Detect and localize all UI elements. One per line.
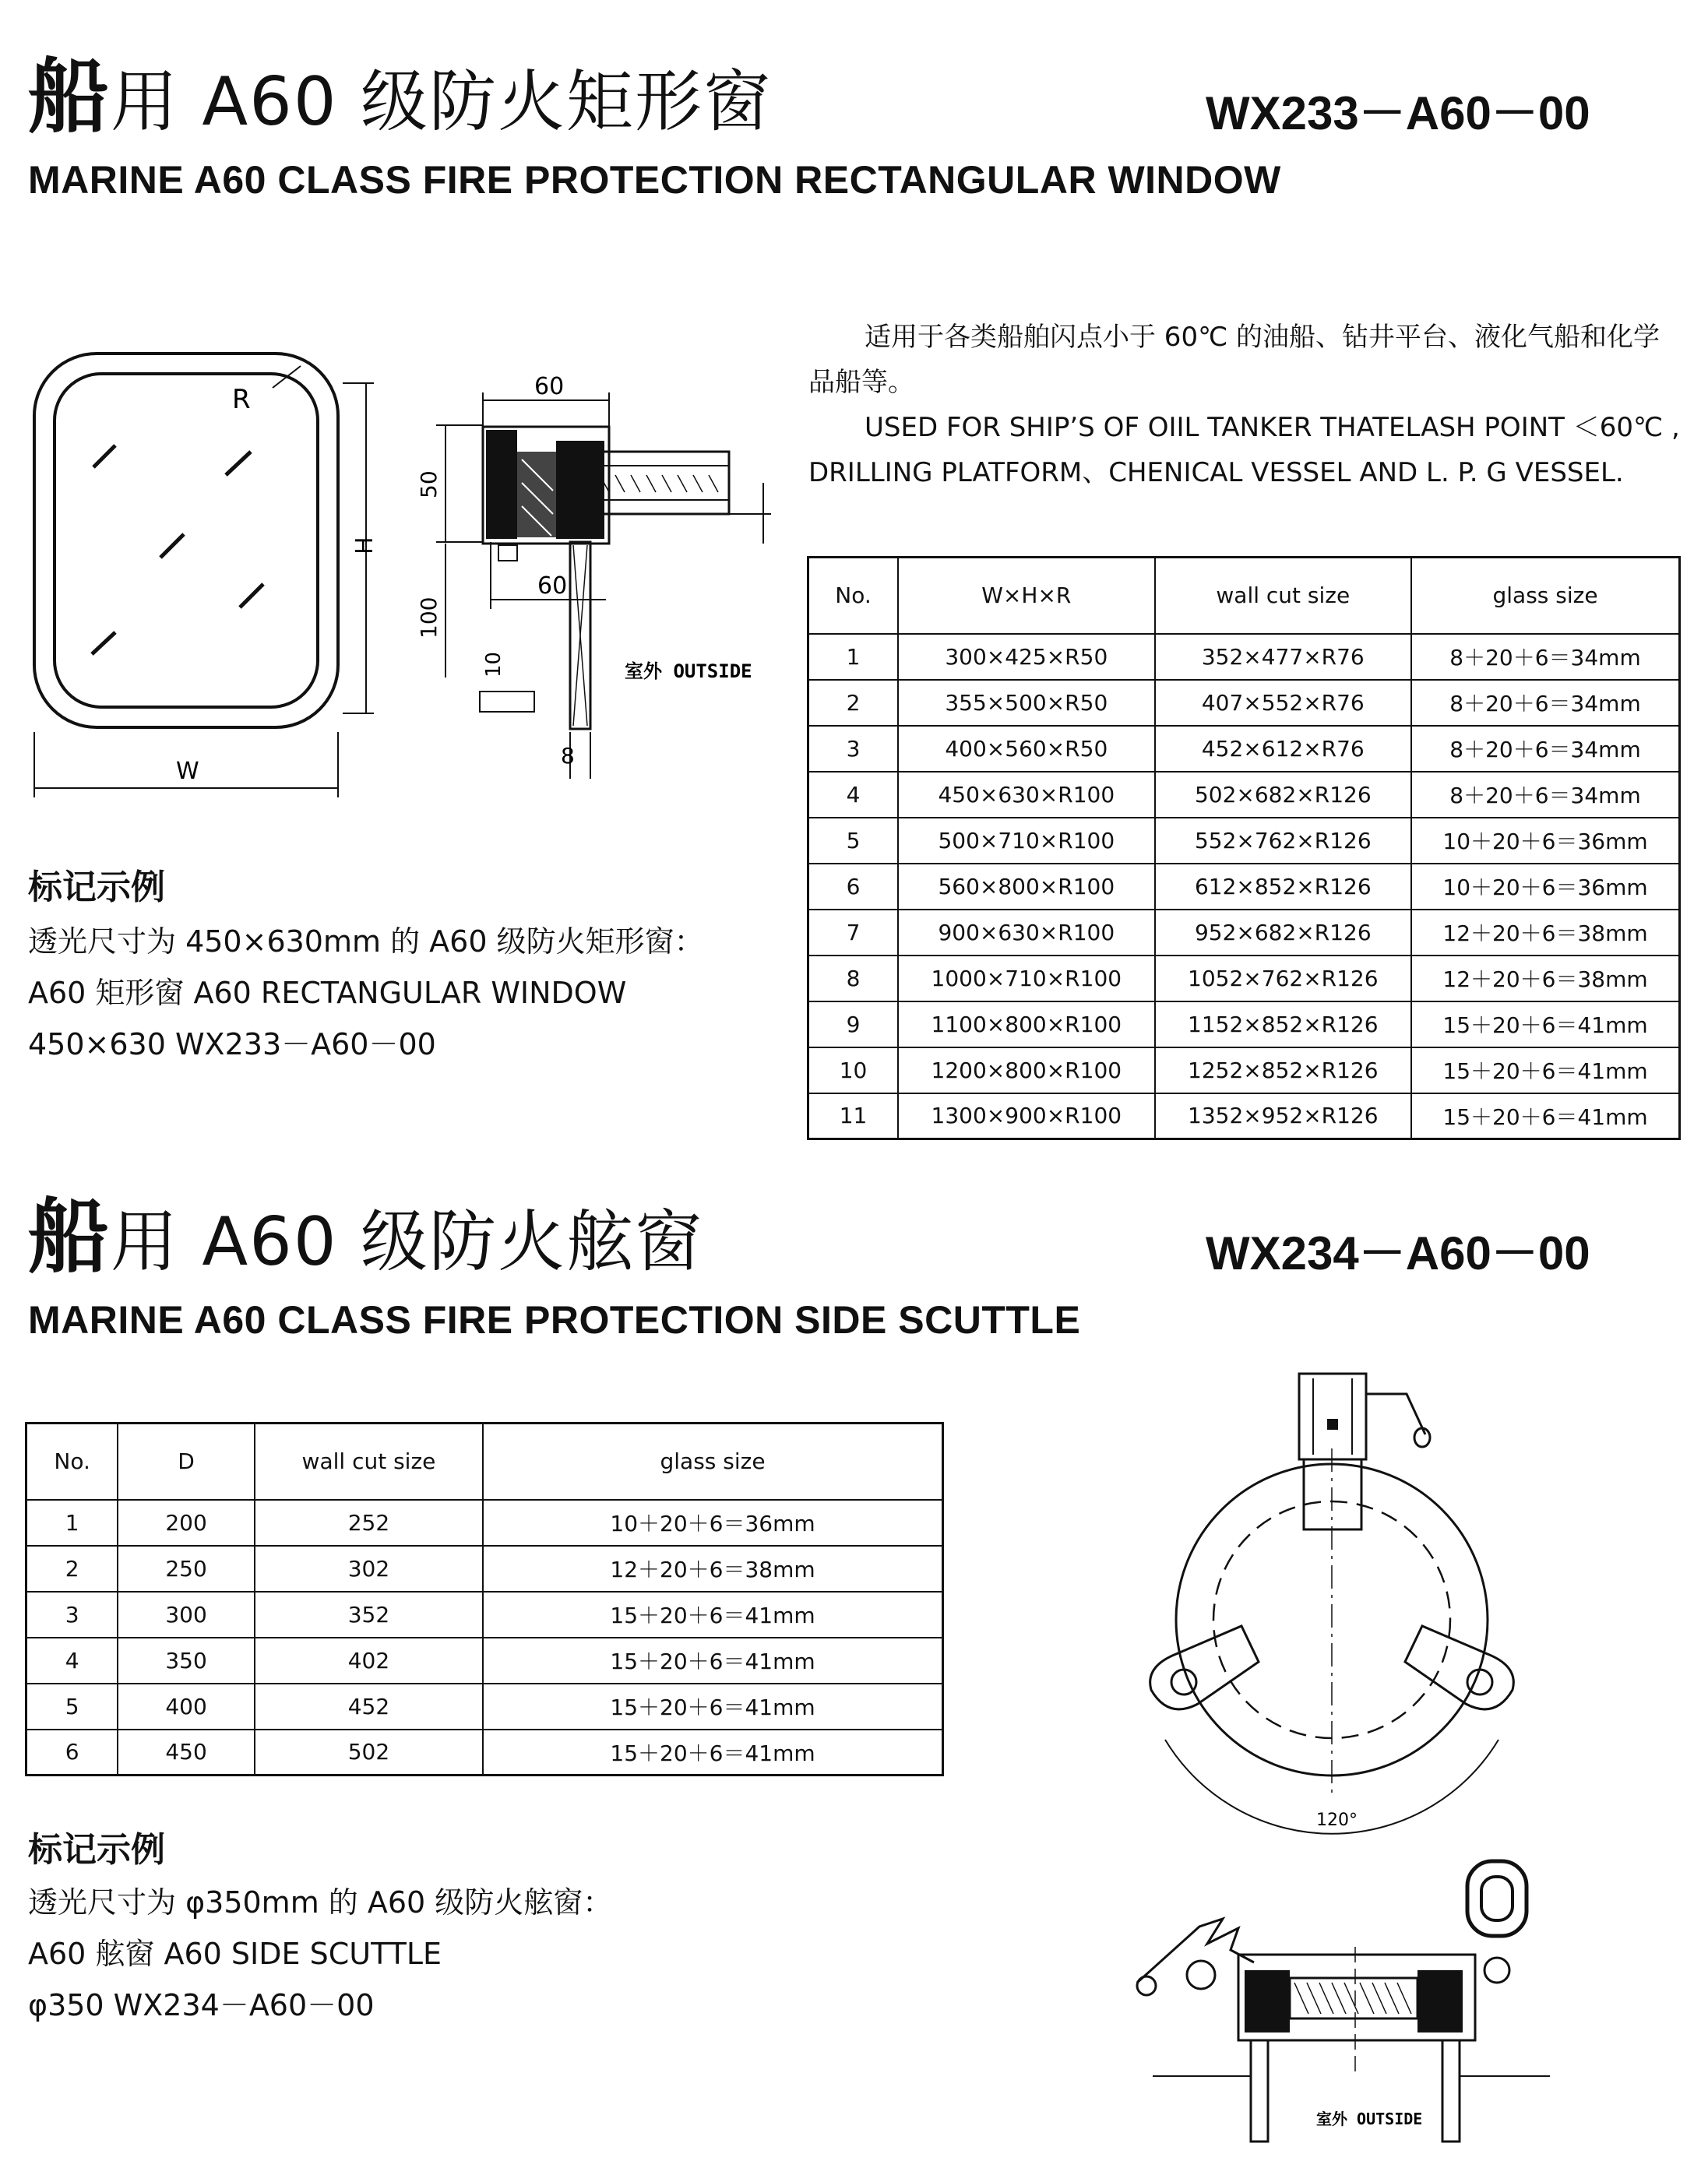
table-header-row <box>26 1424 943 1500</box>
cell-d: 450 <box>118 1730 255 1776</box>
cell-no: 3 <box>808 726 899 772</box>
cell-whr: 500×710×R100 <box>898 818 1154 864</box>
cell-no: 5 <box>26 1684 118 1730</box>
cell-no: 1 <box>26 1500 118 1546</box>
cell-glass: 15＋20＋6＝41mm <box>483 1730 942 1776</box>
table-row <box>808 634 1680 680</box>
cell-glass: 8＋20＋6＝34mm <box>1411 634 1679 680</box>
section1-description <box>808 315 1681 495</box>
dim-100: 100 <box>416 597 442 639</box>
cell-glass: 12＋20＋6＝38mm <box>1411 910 1679 956</box>
cell-glass: 15＋20＋6＝41mm <box>1411 1047 1679 1093</box>
cell-glass: 15＋20＋6＝41mm <box>483 1684 942 1730</box>
cell-no: 10 <box>808 1047 899 1093</box>
section1-desc-en: USED FOR SHIP’S OF OIIL TANKER THATELASH POINT ＜60℃ , DRILLING PLATFORM、CHENICAL VESSEL AND L. P. G VESSEL. <box>808 412 1680 488</box>
section2-marking-line3: φ350 WX234－A60－00 <box>28 1988 375 2022</box>
section1-marking-line2: A60 矩形窗 A60 RECTANGULAR WINDOW <box>28 976 627 1010</box>
section2-marking-heading: 标记示例 <box>28 1830 165 1870</box>
cell-wall-cut: 1052×762×R126 <box>1155 956 1411 1001</box>
table-row <box>808 864 1680 910</box>
table-row <box>26 1546 943 1592</box>
cell-whr: 400×560×R50 <box>898 726 1154 772</box>
label-W: W <box>176 758 199 785</box>
cell-whr: 450×630×R100 <box>898 772 1154 818</box>
cell-wall-cut: 552×762×R126 <box>1155 818 1411 864</box>
table-row <box>808 1093 1680 1139</box>
dim-60-top: 60 <box>534 373 565 400</box>
cell-d: 250 <box>118 1546 255 1592</box>
rect-window-front-drawing <box>23 343 389 810</box>
dim-50: 50 <box>416 470 442 498</box>
label-R: R <box>232 384 251 415</box>
cell-glass: 8＋20＋6＝34mm <box>1411 726 1679 772</box>
cell-wall-cut: 1152×852×R126 <box>1155 1001 1411 1047</box>
cell-wall-cut: 1352×952×R126 <box>1155 1093 1411 1139</box>
cell-glass: 15＋20＋6＝41mm <box>483 1592 942 1638</box>
cell-no: 9 <box>808 1001 899 1047</box>
cell-no: 8 <box>808 956 899 1001</box>
section1-title-cn <box>28 49 772 144</box>
label-H: H <box>351 537 379 554</box>
cell-wall-cut: 612×852×R126 <box>1155 864 1411 910</box>
table-row <box>26 1592 943 1638</box>
dim-60-mid: 60 <box>537 572 568 600</box>
cell-no: 4 <box>808 772 899 818</box>
cell-wall-cut: 502 <box>255 1730 483 1776</box>
side-scuttle-section-drawing <box>1122 1853 1558 2149</box>
table-row <box>26 1730 943 1776</box>
cell-whr: 355×500×R50 <box>898 680 1154 726</box>
section1-code: WX233－A60－00 <box>1206 87 1590 139</box>
dim-8: 8 <box>561 743 575 769</box>
section1-marking-line1: 透光尺寸为 450×630mm 的 A60 级防火矩形窗： <box>28 924 704 959</box>
section1-marking-heading: 标记示例 <box>28 868 165 907</box>
table-row <box>26 1638 943 1684</box>
cell-d: 350 <box>118 1638 255 1684</box>
rect-window-section-drawing <box>405 366 771 794</box>
cell-whr: 1100×800×R100 <box>898 1001 1154 1047</box>
cell-wall-cut: 952×682×R126 <box>1155 910 1411 956</box>
outside-label-2: 室外 OUTSIDE <box>1316 2110 1423 2128</box>
cell-d: 300 <box>118 1592 255 1638</box>
table-row <box>808 910 1680 956</box>
cell-whr: 1200×800×R100 <box>898 1047 1154 1093</box>
cell-glass: 10＋20＋6＝36mm <box>483 1500 942 1546</box>
cell-no: 2 <box>808 680 899 726</box>
table-row <box>808 1047 1680 1093</box>
cell-wall-cut: 252 <box>255 1500 483 1546</box>
col-header-glass: glass size <box>483 1424 942 1500</box>
cell-wall-cut: 352 <box>255 1592 483 1638</box>
table-row <box>808 818 1680 864</box>
cell-glass: 8＋20＋6＝34mm <box>1411 772 1679 818</box>
table-row <box>26 1684 943 1730</box>
cell-whr: 1000×710×R100 <box>898 956 1154 1001</box>
cell-wall-cut: 402 <box>255 1638 483 1684</box>
cell-wall-cut: 502×682×R126 <box>1155 772 1411 818</box>
cell-no: 1 <box>808 634 899 680</box>
section2-marking-line1: 透光尺寸为 φ350mm 的 A60 级防火舷窗： <box>28 1885 613 1920</box>
cell-whr: 300×425×R50 <box>898 634 1154 680</box>
section1-title-cn-big: 船 <box>28 49 111 144</box>
table-row <box>26 1500 943 1546</box>
table-row <box>808 956 1680 1001</box>
cell-glass: 12＋20＋6＝38mm <box>1411 956 1679 1001</box>
cell-no: 7 <box>808 910 899 956</box>
section2-title-cn <box>28 1189 703 1284</box>
outside-label-1: 室外 OUTSIDE <box>625 660 752 682</box>
section2-code: WX234－A60－00 <box>1206 1227 1590 1279</box>
table-row <box>808 680 1680 726</box>
table-row <box>808 726 1680 772</box>
cell-no: 6 <box>26 1730 118 1776</box>
cell-no: 5 <box>808 818 899 864</box>
section1-title-en: MARINE A60 CLASS FIRE PROTECTION RECTANGULAR WINDOW <box>28 158 1281 202</box>
section2-title-cn-big: 船 <box>28 1189 111 1284</box>
dim-10: 10 <box>482 651 505 678</box>
cell-glass: 12＋20＋6＝38mm <box>483 1546 942 1592</box>
cell-wall-cut: 452×612×R76 <box>1155 726 1411 772</box>
cell-d: 200 <box>118 1500 255 1546</box>
table-row <box>808 1001 1680 1047</box>
table-row <box>808 772 1680 818</box>
cell-wall-cut: 452 <box>255 1684 483 1730</box>
col-header-wall-cut: wall cut size <box>255 1424 483 1500</box>
glass-hatch-marks <box>92 445 263 654</box>
side-scuttle-front-drawing <box>1137 1363 1542 1853</box>
cell-no: 3 <box>26 1592 118 1638</box>
cell-whr: 900×630×R100 <box>898 910 1154 956</box>
section1-spec-table <box>807 556 1681 1140</box>
cell-glass: 10＋20＋6＝36mm <box>1411 864 1679 910</box>
section1-desc-cn: 适用于各类船舶闪点小于 60℃ 的油船、钻井平台、液化气船和化学品船等。 <box>808 322 1660 398</box>
cell-wall-cut: 407×552×R76 <box>1155 680 1411 726</box>
col-header-wall-cut: wall cut size <box>1155 558 1411 634</box>
cell-glass: 10＋20＋6＝36mm <box>1411 818 1679 864</box>
section2-title-cn-rest: 用 A60 级防火舷窗 <box>111 1203 703 1281</box>
cell-whr: 1300×900×R100 <box>898 1093 1154 1139</box>
col-header-no: No. <box>26 1424 118 1500</box>
col-header-d: D <box>118 1424 255 1500</box>
cell-no: 6 <box>808 864 899 910</box>
cell-wall-cut: 352×477×R76 <box>1155 634 1411 680</box>
col-header-no: No. <box>808 558 899 634</box>
section2-spec-table <box>25 1422 944 1776</box>
cell-glass: 8＋20＋6＝34mm <box>1411 680 1679 726</box>
cell-no: 2 <box>26 1546 118 1592</box>
cell-wall-cut: 1252×852×R126 <box>1155 1047 1411 1093</box>
cell-glass: 15＋20＋6＝41mm <box>1411 1093 1679 1139</box>
cell-wall-cut: 302 <box>255 1546 483 1592</box>
section2-title-en: MARINE A60 CLASS FIRE PROTECTION SIDE SCUTTLE <box>28 1298 1081 1342</box>
section1-marking-line3: 450×630 WX233－A60－00 <box>28 1027 436 1061</box>
cell-glass: 15＋20＋6＝41mm <box>1411 1001 1679 1047</box>
table-header-row <box>808 558 1680 634</box>
section1-title-cn-rest: 用 A60 级防火矩形窗 <box>111 63 772 141</box>
cell-d: 400 <box>118 1684 255 1730</box>
angle-label: 120° <box>1316 1811 1358 1830</box>
col-header-whr: W×H×R <box>898 558 1154 634</box>
col-header-glass: glass size <box>1411 558 1679 634</box>
cell-no: 11 <box>808 1093 899 1139</box>
section2-marking-line2: A60 舷窗 A60 SIDE SCUTTLE <box>28 1937 442 1971</box>
cell-glass: 15＋20＋6＝41mm <box>483 1638 942 1684</box>
cell-no: 4 <box>26 1638 118 1684</box>
cell-whr: 560×800×R100 <box>898 864 1154 910</box>
